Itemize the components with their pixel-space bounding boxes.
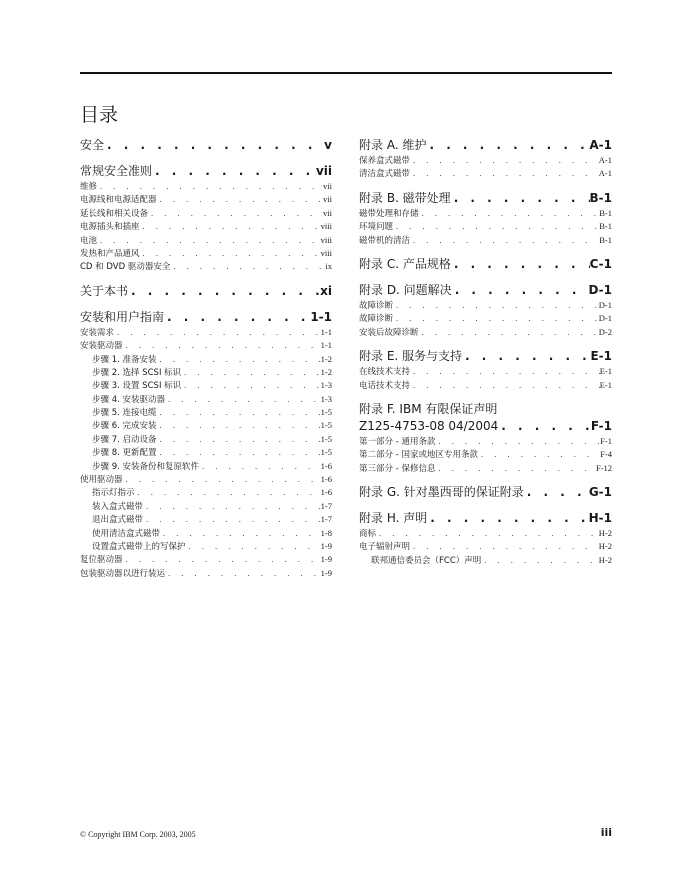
toc-entry-page: E-1 — [599, 366, 612, 377]
toc-section-entry[interactable] — [80, 419, 332, 432]
toc-dot-leader — [181, 379, 321, 392]
page-title: 目录 — [80, 104, 119, 126]
toc-entry-label: 使用驱动器 — [80, 475, 123, 486]
toc-dot-leader — [170, 260, 325, 273]
toc-dot-leader — [104, 137, 324, 154]
toc-entry-page: B-1 — [599, 207, 612, 218]
toc-entry-page: 1-6 — [320, 460, 332, 471]
toc-dot-leader — [143, 513, 321, 526]
toc-entry-label: 退出盒式磁带 — [92, 515, 144, 526]
toc-section-entry[interactable] — [80, 446, 332, 459]
toc-entry-label: 故障诊断 — [359, 314, 394, 325]
toc-entry-page: 1-9 — [320, 554, 332, 565]
toc-section-entry[interactable] — [80, 339, 332, 352]
toc-entry-page: B-1 — [599, 221, 612, 232]
toc-dot-leader — [143, 500, 321, 513]
toc-entry-page: 1-7 — [320, 500, 332, 511]
toc-entry-label: 安装需求 — [80, 327, 115, 338]
toc-dot-leader — [128, 283, 320, 300]
toc-dot-leader — [498, 418, 591, 435]
toc-entry-label: 磁带机的清洁 — [359, 235, 411, 246]
toc-section-entry[interactable] — [80, 540, 332, 553]
toc-section-entry[interactable] — [359, 540, 612, 553]
toc-entry-label: 清洁盒式磁带 — [359, 169, 411, 180]
toc-entry-page: D-2 — [598, 326, 612, 337]
toc-section-entry[interactable] — [80, 527, 332, 540]
toc-section-entry[interactable] — [80, 379, 332, 392]
toc-dot-leader — [157, 446, 321, 459]
toc-entry-label: 步骤 6. 完成安装 — [92, 421, 157, 432]
toc-entry-page: A-1 — [589, 138, 612, 152]
toc-section-entry[interactable] — [80, 567, 332, 580]
toc-section-entry[interactable] — [359, 234, 612, 247]
toc-section-entry[interactable] — [359, 365, 612, 378]
toc-section-entry[interactable] — [359, 220, 612, 233]
toc-entry-page: 1-5 — [320, 447, 332, 458]
toc-dot-leader — [114, 326, 321, 339]
toc-dot-leader — [451, 190, 590, 207]
toc-section-entry[interactable] — [80, 220, 332, 233]
toc-section-entry[interactable] — [359, 448, 612, 461]
toc-spacer — [359, 273, 612, 282]
toc-entry-label: 附录 E. 服务与支持 — [359, 349, 463, 364]
toc-entry-page: H-2 — [598, 541, 612, 552]
toc-chapter-entry[interactable] — [359, 256, 612, 273]
toc-dot-leader — [376, 527, 599, 540]
toc-dot-leader — [123, 339, 321, 352]
toc-dot-leader — [419, 207, 600, 220]
toc-entry-label: 步骤 5. 连接电缆 — [92, 408, 157, 419]
toc-section-entry[interactable] — [80, 326, 332, 339]
toc-section-entry[interactable] — [359, 312, 612, 325]
toc-chapter-entry[interactable] — [359, 190, 612, 207]
toc-dot-leader — [478, 448, 600, 461]
toc-dot-leader — [97, 180, 323, 193]
toc-section-entry[interactable] — [80, 234, 332, 247]
toc-entry-label: 在线技术支持 — [359, 367, 411, 378]
toc-spacer — [359, 181, 612, 190]
toc-entry-label: 步骤 9. 安装备份和复原软件 — [92, 461, 200, 472]
toc-spacer — [359, 475, 612, 484]
toc-entry-page: 1-1 — [320, 340, 332, 351]
toc-dot-leader — [157, 419, 321, 432]
toc-entry-page: 1-2 — [320, 353, 332, 364]
toc-entry-page: H-2 — [598, 554, 612, 565]
toc-section-entry[interactable] — [359, 167, 612, 180]
toc-section-entry[interactable] — [359, 462, 612, 475]
toc-entry-page: B-1 — [599, 234, 612, 245]
toc-entry-label: 附录 G. 针对墨西哥的保证附录 — [359, 485, 524, 500]
toc-chapter-entry[interactable] — [80, 163, 332, 180]
toc-entry-label: 附录 C. 产品规格 — [359, 256, 451, 271]
toc-spacer — [359, 392, 612, 401]
toc-dot-leader — [524, 484, 589, 501]
toc-entry-label: 包装驱动器以进行装运 — [80, 568, 166, 579]
toc-section-entry[interactable] — [80, 553, 332, 566]
toc-entry-page: vii — [323, 207, 332, 218]
toc-entry-page: D-1 — [598, 299, 612, 310]
toc-dot-leader — [481, 554, 599, 567]
toc-dot-leader — [157, 433, 321, 446]
toc-dot-leader — [140, 247, 321, 260]
toc-entry-label: 步骤 8. 更新配置 — [92, 448, 157, 459]
toc-entry-page: D-1 — [588, 282, 612, 297]
toc-dot-leader — [393, 312, 599, 325]
toc-entry-label: 指示灯指示 — [92, 488, 135, 499]
toc-dot-leader — [393, 220, 599, 233]
toc-entry-page: A-1 — [598, 168, 612, 179]
toc-chapter-entry[interactable] — [359, 348, 612, 365]
toc-entry-page: 1-5 — [320, 407, 332, 418]
toc-spacer — [80, 154, 332, 163]
toc-dot-leader — [426, 137, 589, 154]
toc-entry-page: 1-6 — [320, 474, 332, 485]
toc-section-entry[interactable] — [359, 527, 612, 540]
toc-entry-page: 1-9 — [320, 540, 332, 551]
toc-entry-label: 安装驱动器 — [80, 341, 123, 352]
toc-dot-leader — [393, 299, 599, 312]
toc-entry-label: 保养盒式磁带 — [359, 156, 411, 166]
toc-dot-leader — [148, 207, 323, 220]
toc-dot-leader — [462, 348, 590, 365]
toc-chapter-entry[interactable] — [80, 283, 332, 300]
toc-entry-label: 第三部分 - 保修信息 — [359, 463, 436, 474]
toc-entry-page: ix — [325, 261, 332, 272]
toc-spacer — [80, 274, 332, 283]
toc-dot-leader — [435, 462, 595, 475]
toc-section-entry[interactable] — [80, 500, 332, 513]
toc-entry-page: vii — [323, 181, 332, 191]
toc-dot-leader — [123, 473, 321, 486]
toc-entry-page: 1-8 — [320, 527, 332, 538]
toc-entry-label: CD 和 DVD 驱动器安全 — [80, 262, 171, 273]
toc-entry-label: 环境问题 — [359, 222, 394, 233]
toc-entry-page: A-1 — [598, 155, 612, 165]
toc-entry-label: 关于本书 — [80, 283, 129, 298]
toc-entry-page: F-1 — [600, 435, 612, 446]
toc-entry-label: 电源线和电源适配器 — [80, 195, 157, 206]
toc-dot-leader — [452, 282, 589, 299]
toc-entry-label: Z125-4753-08 04/2004 — [359, 418, 499, 433]
toc-section-entry[interactable] — [359, 554, 612, 567]
toc-entry-page: C-1 — [589, 256, 612, 271]
toc-section-entry[interactable] — [80, 513, 332, 526]
toc-entry-label: 商标 — [359, 529, 377, 540]
toc-entry-label: 联邦通信委员会（FCC）声明 — [371, 555, 482, 566]
toc-entry-label: 步骤 4. 安装驱动器 — [92, 394, 166, 405]
toc-dot-leader — [419, 326, 599, 339]
toc-dot-leader — [152, 163, 316, 180]
toc-dot-leader — [165, 567, 321, 580]
toc-entry-page: 1-9 — [320, 567, 332, 578]
toc-section-entry[interactable] — [80, 473, 332, 486]
toc-dot-leader — [410, 234, 599, 247]
toc-entry-label: 附录 H. 声明 — [359, 511, 428, 526]
toc-dot-leader — [165, 393, 321, 406]
toc-entry-label: 故障诊断 — [359, 300, 394, 311]
toc-entry-page: H-2 — [598, 528, 612, 539]
toc-chapter-entry[interactable] — [80, 309, 332, 326]
toc-entry-label: 步骤 7. 启动设备 — [92, 434, 157, 445]
toc-dot-leader — [427, 510, 588, 527]
toc-spacer — [359, 339, 612, 348]
toc-section-entry[interactable] — [80, 207, 332, 220]
toc-heading-line: 附录 F. IBM 有限保证声明 — [359, 401, 498, 416]
toc-section-entry[interactable] — [359, 154, 612, 167]
toc-section-entry[interactable] — [359, 326, 612, 339]
toc-entry-label: 第一部分 - 通用条款 — [359, 436, 436, 447]
toc-dot-leader — [451, 256, 590, 273]
toc-entry-label: 延长线和相关设备 — [80, 208, 149, 219]
toc-entry-label: 电话技术支持 — [359, 380, 411, 391]
toc-section-entry[interactable] — [80, 486, 332, 499]
toc-dot-leader — [160, 527, 321, 540]
toc-chapter-entry[interactable] — [359, 484, 612, 501]
toc-section-entry[interactable] — [80, 353, 332, 366]
toc-entry-page: F-12 — [595, 462, 612, 473]
toc-dot-leader — [410, 379, 600, 392]
toc-entry-page: 1-1 — [310, 309, 332, 324]
toc-section-entry[interactable] — [80, 260, 332, 273]
toc-entry-label: 设置盒式磁带上的写保护 — [92, 541, 186, 552]
toc-section-entry[interactable] — [80, 460, 332, 473]
toc-entry-label: 附录 B. 磁带处理 — [359, 190, 451, 205]
toc-entry-page: viii — [320, 247, 332, 258]
toc-entry-page: F-1 — [590, 418, 612, 433]
toc-entry-label: 安装后故障诊断 — [359, 327, 419, 338]
toc-entry-page: 1-1 — [320, 326, 332, 337]
toc-chapter-entry[interactable] — [80, 137, 332, 154]
toc-dot-leader — [164, 309, 310, 326]
toc-entry-page: viii — [320, 234, 332, 245]
toc-section-entry[interactable] — [80, 433, 332, 446]
toc-dot-leader — [199, 460, 321, 473]
toc-entry-label: 第二部分 - 国家或地区专用条款 — [359, 450, 478, 461]
toc-dot-leader — [157, 193, 324, 206]
toc-entry-label: 发热和产品通风 — [80, 248, 140, 259]
toc-entry-page: 1-5 — [320, 433, 332, 444]
toc-entry-label: 安装和用户指南 — [80, 309, 165, 324]
toc-entry-label: 磁带处理和存储 — [359, 208, 419, 219]
toc-entry-page: 1-7 — [320, 514, 332, 525]
toc-entry-label: 安全 — [80, 138, 105, 152]
toc-entry-label: 常规安全准则 — [80, 164, 153, 178]
toc-section-entry[interactable] — [359, 435, 612, 448]
toc-spacer — [80, 300, 332, 309]
toc-section-entry[interactable] — [80, 193, 332, 206]
toc-dot-leader — [97, 234, 321, 247]
toc-entry-label: 步骤 1. 准备安装 — [92, 354, 157, 365]
toc-dot-leader — [410, 540, 599, 553]
toc-dot-leader — [123, 553, 321, 566]
toc-entry-page: 1-3 — [320, 393, 332, 404]
toc-entry-label: 使用清洁盒式磁带 — [92, 528, 161, 539]
toc-dot-leader — [135, 486, 321, 499]
toc-entry-label: 电子辐射声明 — [359, 542, 411, 553]
toc-section-entry[interactable] — [80, 406, 332, 419]
toc-entry-page: D-1 — [598, 313, 612, 324]
toc-entry-page: 1-5 — [320, 420, 332, 431]
toc-entry-page: E-1 — [599, 379, 612, 390]
toc-entry-label: 装入盒式磁带 — [92, 501, 144, 512]
toc-entry-page: G-1 — [588, 485, 612, 500]
toc-entry-page: viii — [320, 221, 332, 232]
toc-entry-page: vii — [315, 164, 332, 178]
toc-dot-leader — [435, 435, 600, 448]
toc-spacer — [359, 247, 612, 256]
toc-section-entry[interactable] — [359, 207, 612, 220]
toc-section-entry[interactable] — [80, 247, 332, 260]
header-rule — [80, 72, 612, 74]
toc-entry-page: 1-3 — [320, 380, 332, 391]
toc-entry-label: 附录 A. 维护 — [359, 138, 427, 152]
toc-right-column — [359, 137, 612, 567]
toc-entry-page: E-1 — [590, 349, 612, 364]
toc-entry-page: v — [324, 138, 332, 152]
toc-dot-leader — [410, 154, 599, 167]
toc-section-entry[interactable] — [80, 393, 332, 406]
toc-dot-leader — [410, 167, 599, 180]
toc-entry-page: F-4 — [600, 449, 612, 460]
toc-entry-page: 1-2 — [320, 366, 332, 377]
toc-entry-label: 电池 — [80, 235, 98, 246]
copyright-notice: © Copyright IBM Corp. 2003, 2005 — [80, 830, 196, 839]
toc-dot-leader — [157, 406, 321, 419]
toc-spacer — [359, 501, 612, 510]
toc-entry-page: B-1 — [589, 190, 612, 205]
toc-dot-leader — [140, 220, 321, 233]
toc-entry-page: H-1 — [588, 511, 612, 526]
toc-entry-label: 步骤 3. 设置 SCSI 标识 — [92, 381, 182, 392]
toc-section-entry[interactable] — [80, 366, 332, 379]
toc-entry-page: 1-6 — [320, 487, 332, 498]
toc-entry-label: 复位驱动器 — [80, 555, 123, 566]
toc-chapter-entry[interactable] — [359, 418, 612, 435]
toc-chapter-entry[interactable] — [359, 282, 612, 299]
toc-entry-label: 电源插头和插座 — [80, 222, 140, 233]
toc-chapter-entry[interactable] — [359, 510, 612, 527]
toc-chapter-entry[interactable] — [359, 137, 612, 154]
toc-entry-page: xi — [320, 283, 332, 298]
toc-entry-label: 步骤 2. 选择 SCSI 标识 — [92, 367, 182, 378]
toc-section-entry[interactable] — [80, 180, 332, 193]
toc-entry-label: 维修 — [80, 182, 98, 192]
toc-section-entry[interactable] — [359, 379, 612, 392]
toc-dot-leader — [157, 353, 321, 366]
toc-section-entry[interactable] — [359, 299, 612, 312]
toc-dot-leader — [410, 365, 600, 378]
toc-entry-page: vii — [323, 194, 332, 205]
toc-left-column — [80, 137, 332, 580]
page-number: iii — [600, 826, 612, 839]
toc-entry-label: 附录 D. 问题解决 — [359, 282, 452, 297]
toc-dot-leader — [181, 366, 321, 379]
toc-dot-leader — [186, 540, 321, 553]
